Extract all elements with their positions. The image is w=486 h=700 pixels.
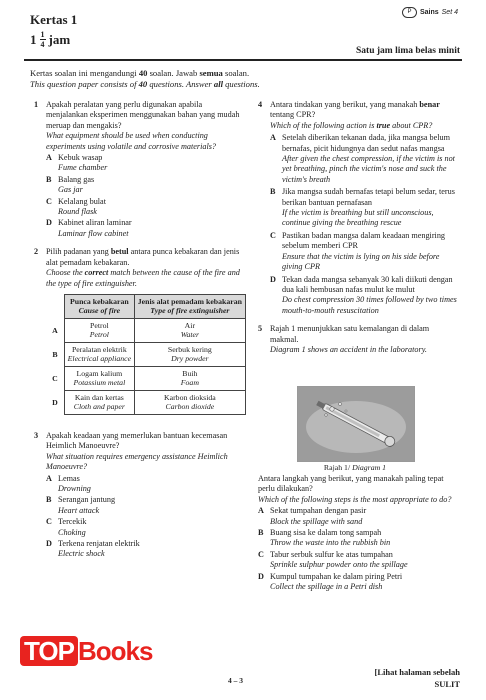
cause-ms: Peralatan elektrik (71, 344, 127, 354)
option-text-en: If the victim is breathing but still unconscious, continue giving the breathing rescue (282, 208, 434, 228)
cause-ms: Kain dan kertas (74, 392, 124, 402)
intro-ms-num: 40 (138, 68, 148, 78)
option-b[interactable] (46, 495, 240, 516)
question-4 (258, 100, 458, 316)
cause-en: Electrical appliance (67, 354, 132, 364)
option-b[interactable] (46, 175, 240, 196)
diagram-1-caption (280, 463, 430, 472)
sulit-label: SULIT (434, 679, 460, 689)
option-text-en: After given the chest compression, if the victim is not yet breathing, pinch the victim's nose and suck the victim's breath (282, 154, 455, 184)
option-text-en: Electric shock (58, 549, 105, 559)
column-header-extinguisher (134, 294, 245, 318)
col1-ms: Punca kebakaran (70, 296, 129, 306)
cause-en: Cloth and paper (73, 402, 125, 412)
question-text-ms: Apakah keadaan yang memerlukan bantuan kecemasan Heimlich Manoeuvre? (46, 430, 228, 451)
option-text-ms: Tabur serbuk sulfur ke atas tumpahan (270, 549, 393, 559)
cause-cell (65, 366, 135, 390)
extinguisher-cell (134, 390, 245, 414)
intro-ms-mid: soalan. Jawab (147, 68, 200, 78)
intro-en-num: 40 (138, 79, 148, 89)
option-a[interactable] (258, 506, 458, 527)
option-letter: A (258, 506, 264, 516)
q2-ms-post: antara punca kebakaran dan jenis alat pemadam kebakaran. (46, 247, 240, 267)
col1-en: Cause of fire (78, 306, 121, 316)
cause-cell (65, 342, 135, 366)
option-letter: C (270, 230, 276, 240)
brand-badge (402, 7, 458, 18)
type-ms: Air (184, 320, 196, 330)
option-d[interactable] (270, 275, 458, 317)
spilled-thermometer-icon (298, 387, 414, 461)
row-letter: B (46, 342, 65, 366)
option-a[interactable] (46, 474, 240, 495)
option-text-ms: Tekan dada mangsa sebanyak 30 kali diikuti dengan dua kali hembusan nafas mulut ke mulut (282, 274, 453, 294)
caption-en: Diagram 1 (352, 463, 387, 472)
q2-en-bold: correct (84, 268, 109, 278)
option-text-ms: Kabinet aliran laminar (58, 218, 132, 228)
option-text-ms: Setelah diberikan tekanan dada, jika mangsa belum bernafas, picit hidungnya dan sedut nafas mangsa (282, 133, 451, 153)
row-letter: C (46, 366, 65, 390)
option-text-en: Do chest compression 30 times followed by two times mouth-to-mouth resuscitation (282, 295, 457, 315)
question-number: 1 (34, 100, 39, 109)
option-text-ms: Sekat tumpahan dengan pasir (270, 506, 367, 516)
type-en: Foam (180, 378, 199, 388)
option-text-en: Heart attack (58, 505, 100, 515)
cause-cell (65, 390, 135, 414)
intro-ms-pre: Kertas soalan ini mengandungi (30, 68, 139, 78)
option-c[interactable] (258, 550, 458, 571)
option-text-en: Collect the spillage in a Petri dish (270, 582, 383, 592)
option-text-ms: Buang sisa ke dalam tong sampah (270, 528, 382, 538)
question-number: 2 (34, 247, 39, 257)
right-column (258, 100, 458, 361)
type-en: Water (180, 330, 200, 340)
option-text-ms: Terkena renjatan elektrik (58, 538, 140, 548)
time-unit: jam (48, 31, 71, 47)
type-en: Dry powder (171, 354, 209, 364)
question-5-body (258, 474, 458, 592)
cause-en: Potassium metal (73, 378, 126, 388)
intro-en-end: questions. (222, 79, 260, 89)
option-text-ms: Pastikan badan mangsa dalam keadaan mengiring sebelum memberi CPR (282, 230, 446, 251)
option-text-en: Drowning (58, 483, 91, 493)
instructions-en (30, 79, 450, 90)
brand-set: Set 4 (441, 9, 458, 16)
question-ask-en: Which of the following steps is the most appropriate to do? (258, 494, 452, 504)
question-text-en: What equipment should be used when conducting experiments using volatile and corrosive materials? (46, 131, 217, 151)
question-3 (34, 431, 240, 560)
watermark-top: TOP (20, 636, 78, 666)
option-d[interactable] (258, 572, 458, 593)
intro-en-all: all (213, 79, 223, 89)
option-d[interactable] (46, 539, 240, 560)
table-row[interactable] (46, 318, 246, 342)
q2-ms-pre: Pilih padanan yang (46, 247, 111, 257)
question-number: 3 (34, 430, 39, 440)
option-text-ms: Kebuk wasap (58, 153, 103, 163)
option-letter: B (258, 528, 264, 538)
option-a[interactable] (46, 153, 240, 174)
type-en: Carbon dioxide (165, 402, 215, 412)
intro-en-pre: This question paper consists of (30, 79, 139, 89)
question-text-ms: Apakah peralatan yang perlu digunakan apabila menjalankan eksperimen menggunakan bahan yang mudah meruap dan mengakis? (46, 100, 240, 130)
question-2 (34, 247, 240, 421)
extinguisher-cell (134, 342, 245, 366)
option-c[interactable] (46, 517, 240, 538)
option-letter: B (46, 174, 52, 184)
header-divider (24, 59, 462, 61)
option-text-ms: Jika mangsa sudah bernafas tetapi belum sedar, terus berikan bantuan pernafasan (282, 187, 455, 207)
question-ask-ms: Antara langkah yang berikut, yang manakah paling tepat perlu dilakukan? (258, 474, 444, 494)
topbooks-watermark (20, 636, 152, 667)
time-numerator: 1 (40, 30, 45, 39)
option-text-en: Block the spillage with sand (270, 516, 363, 526)
table-row[interactable] (46, 366, 246, 390)
intro-ms-all: semua (199, 68, 223, 78)
type-ms: Buih (182, 368, 198, 378)
time-fraction (40, 30, 46, 49)
extinguisher-cell (134, 366, 245, 390)
option-letter: D (258, 571, 264, 581)
question-number: 5 (258, 324, 263, 334)
option-text-ms: Balang gas (58, 174, 95, 184)
fire-extinguisher-table (46, 294, 246, 415)
instructions-ms (30, 68, 450, 79)
q4-en-bold: true (376, 120, 391, 130)
duration-text: Satu jam lima belas minit (356, 46, 460, 56)
q4-ms-post: tentang CPR? (270, 110, 316, 120)
option-letter: B (270, 187, 276, 197)
time-whole: 1 (30, 31, 37, 47)
q2-ms-bold: betul (110, 247, 129, 257)
q4-en-post: about CPR? (390, 120, 433, 130)
row-letter: A (46, 318, 65, 342)
option-text-ms: Lemas (58, 473, 80, 483)
paper-title: Kertas 1 (30, 12, 78, 27)
time-allowed (30, 30, 70, 49)
option-letter: C (46, 517, 52, 527)
option-text-ms: Kumpul tumpahan ke dalam piring Petri (270, 571, 403, 581)
watermark-books: Books (77, 636, 153, 666)
question-5 (258, 324, 458, 355)
type-ms: Serbuk kering (167, 344, 212, 354)
option-letter: D (270, 274, 276, 284)
option-text-ms: Kelalang bulat (58, 196, 106, 206)
type-ms: Karbon dioksida (163, 392, 216, 402)
brand-subject: Sains (419, 9, 439, 16)
footer-notes (375, 666, 461, 690)
diagram-1-photo (297, 386, 415, 462)
question-text-en: Diagram 1 shows an accident in the laboratory. (270, 344, 427, 354)
time-denominator: 4 (40, 40, 45, 49)
question-text-ms (270, 100, 458, 121)
cause-cell (65, 318, 135, 342)
intro-ms-end: soalan. (222, 68, 250, 78)
q4-ms-pre: Antara tindakan yang berikut, yang manakah (270, 100, 420, 109)
option-text-en: Sprinkle sulphur powder onto the spillage (270, 560, 408, 570)
table-corner (46, 294, 65, 318)
q2-en-post: match between the cause of the fire and the type of fire extinguisher. (46, 268, 240, 288)
table-header-row (46, 294, 246, 318)
option-b[interactable] (258, 528, 458, 549)
caption-ms: Rajah 1/ (323, 463, 353, 472)
question-text-en: What situation requires emergency assistance Heimlich Manoeuvre? (46, 451, 228, 472)
col2-en: Type of fire extinguisher (150, 306, 230, 316)
option-c[interactable] (46, 197, 240, 218)
option-b[interactable] (270, 187, 458, 229)
option-letter: C (258, 549, 264, 559)
question-1 (34, 100, 240, 239)
q4-en-pre: Which of the following action is (270, 120, 377, 130)
question-text-ms: Rajah 1 menunjukkan satu kemalangan di dalam makmal. (270, 324, 430, 344)
row-letter: D (46, 390, 65, 414)
question-text-en (46, 268, 246, 289)
option-letter: D (46, 218, 52, 228)
option-text-ms: Serangan jantung (58, 495, 116, 505)
q2-en-pre: Choose the (46, 268, 85, 278)
next-page-note: [Lihat halaman sebelah (374, 667, 460, 677)
cause-ms: Logam kalium (76, 368, 123, 378)
option-letter: A (270, 133, 276, 143)
option-letter: D (46, 538, 52, 548)
question-text-en (270, 121, 458, 131)
question-text-ms (46, 247, 246, 268)
option-a[interactable] (270, 133, 458, 185)
instructions (30, 68, 450, 90)
option-text-en: Gas jar (58, 185, 83, 195)
question-number: 4 (258, 100, 263, 109)
option-d[interactable] (46, 218, 240, 239)
intro-en-mid: questions. Answer (147, 79, 214, 89)
option-text-en: Round flask (58, 207, 97, 217)
option-letter: A (46, 473, 52, 483)
option-letter: B (46, 495, 52, 505)
publisher-logo-icon: P (402, 7, 417, 18)
option-text-en: Throw the waste into the rubbish bin (270, 538, 391, 548)
option-text-ms: Tercekik (58, 517, 87, 527)
q4-ms-bold: benar (419, 100, 440, 109)
option-text-en: Fume chamber (58, 163, 108, 173)
cause-en: Petrol (89, 330, 109, 340)
option-c[interactable] (270, 231, 458, 273)
option-text-en: Choking (58, 527, 86, 537)
option-text-en: Ensure that the victim is lying on his side before giving CPR (282, 251, 440, 272)
question-5-continued (258, 474, 458, 598)
extinguisher-cell (134, 318, 245, 342)
left-column (34, 100, 240, 566)
option-text-en: Laminar flow cabinet (58, 228, 129, 238)
table-row[interactable] (46, 342, 246, 366)
cause-ms: Petrol (90, 320, 109, 330)
page-number: 4 – 3 (228, 676, 243, 685)
option-letter: C (46, 196, 52, 206)
col2-ms: Jenis alat pemadam kebakaran (137, 296, 242, 306)
table-row[interactable] (46, 390, 246, 414)
column-header-cause (65, 294, 135, 318)
option-letter: A (46, 153, 52, 163)
